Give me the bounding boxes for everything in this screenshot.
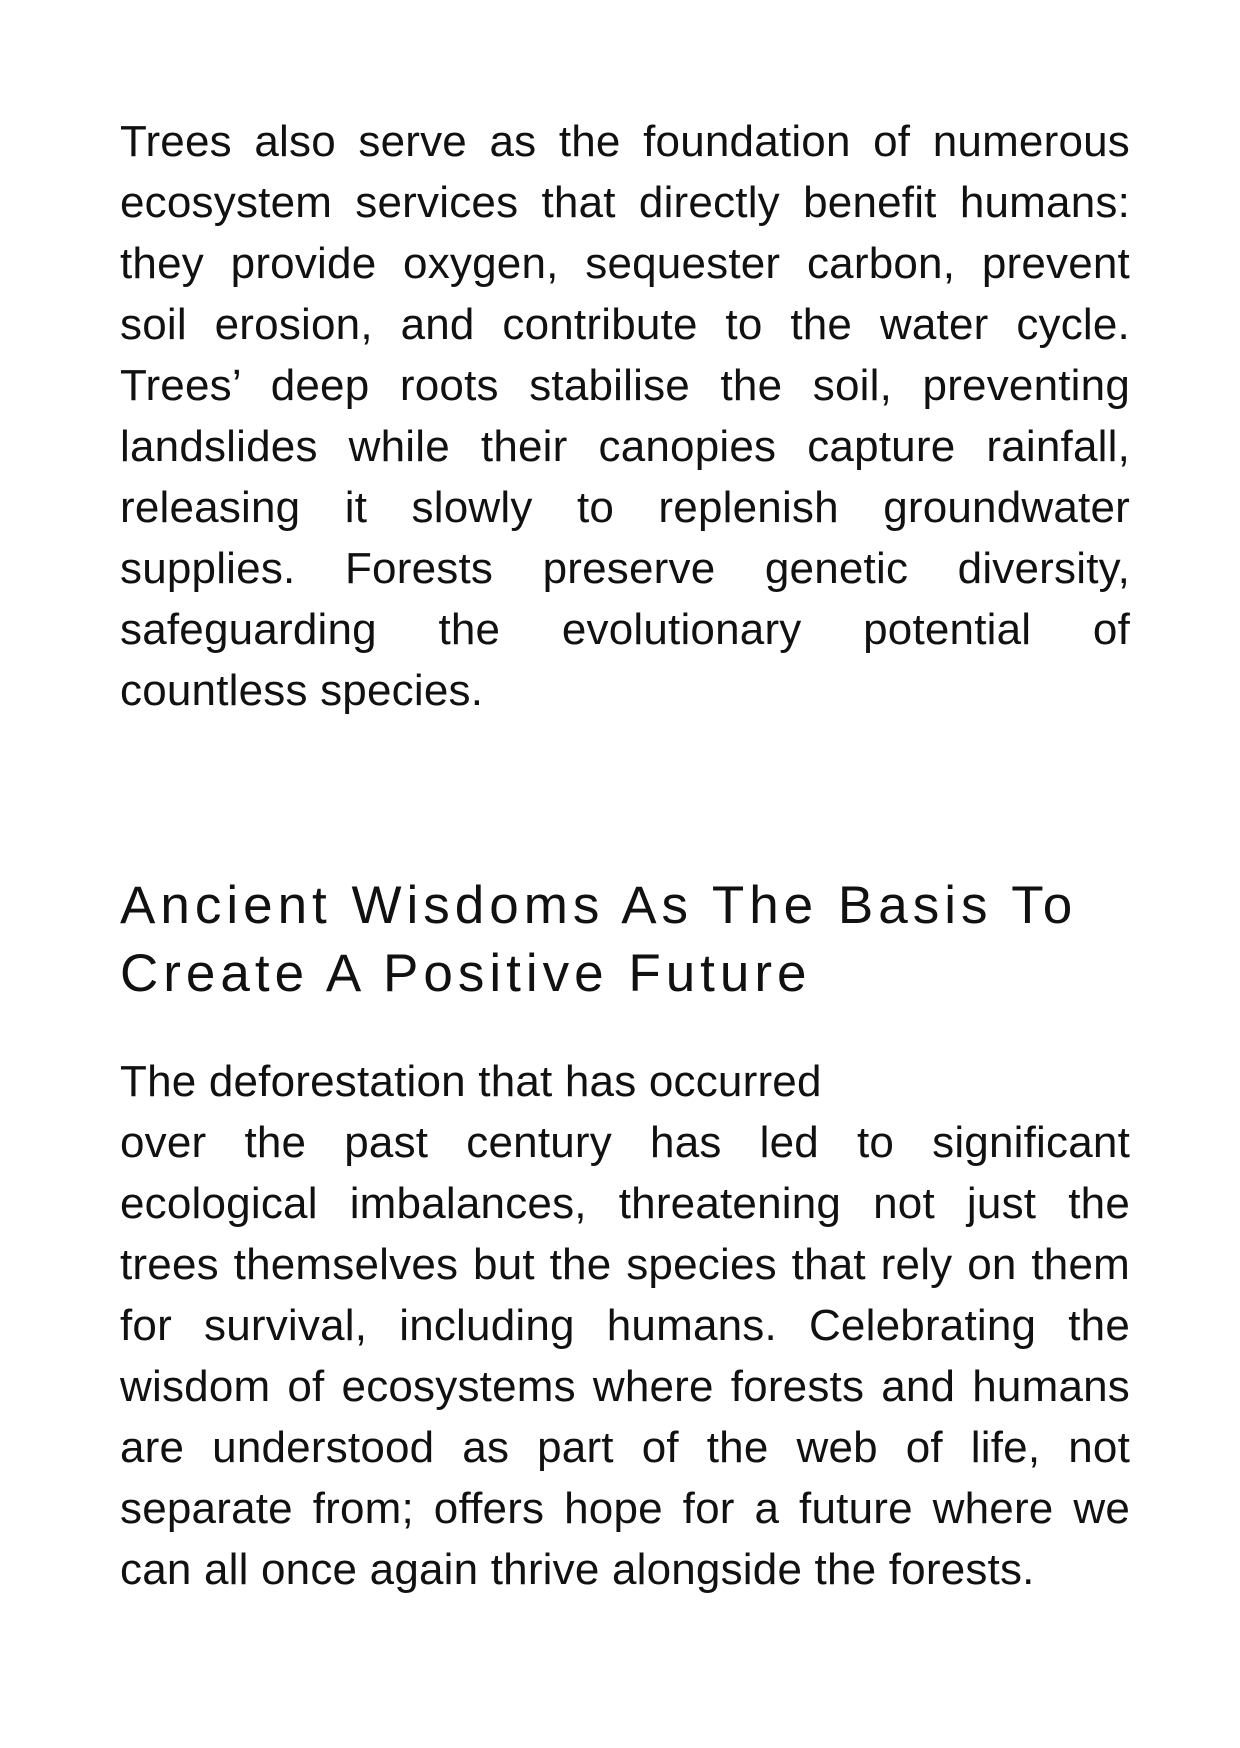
- body-paragraph-deforestation: [120, 1051, 1130, 1600]
- section-heading: Ancient Wisdoms As The Basis To Create A Positive Future: [120, 876, 1078, 1003]
- paragraph-first-line: The deforestation that has occurred: [120, 1057, 822, 1106]
- paragraph-continuation: over the past century has led to significant ecological imbalances, threatening not just the trees themselves but the species that rely on them for survival, including humans. Celebrating the wisdom of ecosystems where forests and humans are understood as part of the web of life, not separate from; offers hope for a future where we can all once again thrive alongside the forests.: [120, 1118, 1130, 1594]
- body-paragraph-ecosystem-services: Trees also serve as the foundation of numerous ecosystem services that directly benefit humans: they provide oxygen, sequester carbon, prevent soil erosion, and contribute to the water cycle. Trees’ deep roots stabilise the soil, preventing landslides while their canopies capture rainfall, releasing it slowly to replenish groundwater supplies. Forests preserve genetic diversity, safeguarding the evolutionary potential of countless species.: [120, 117, 1130, 715]
